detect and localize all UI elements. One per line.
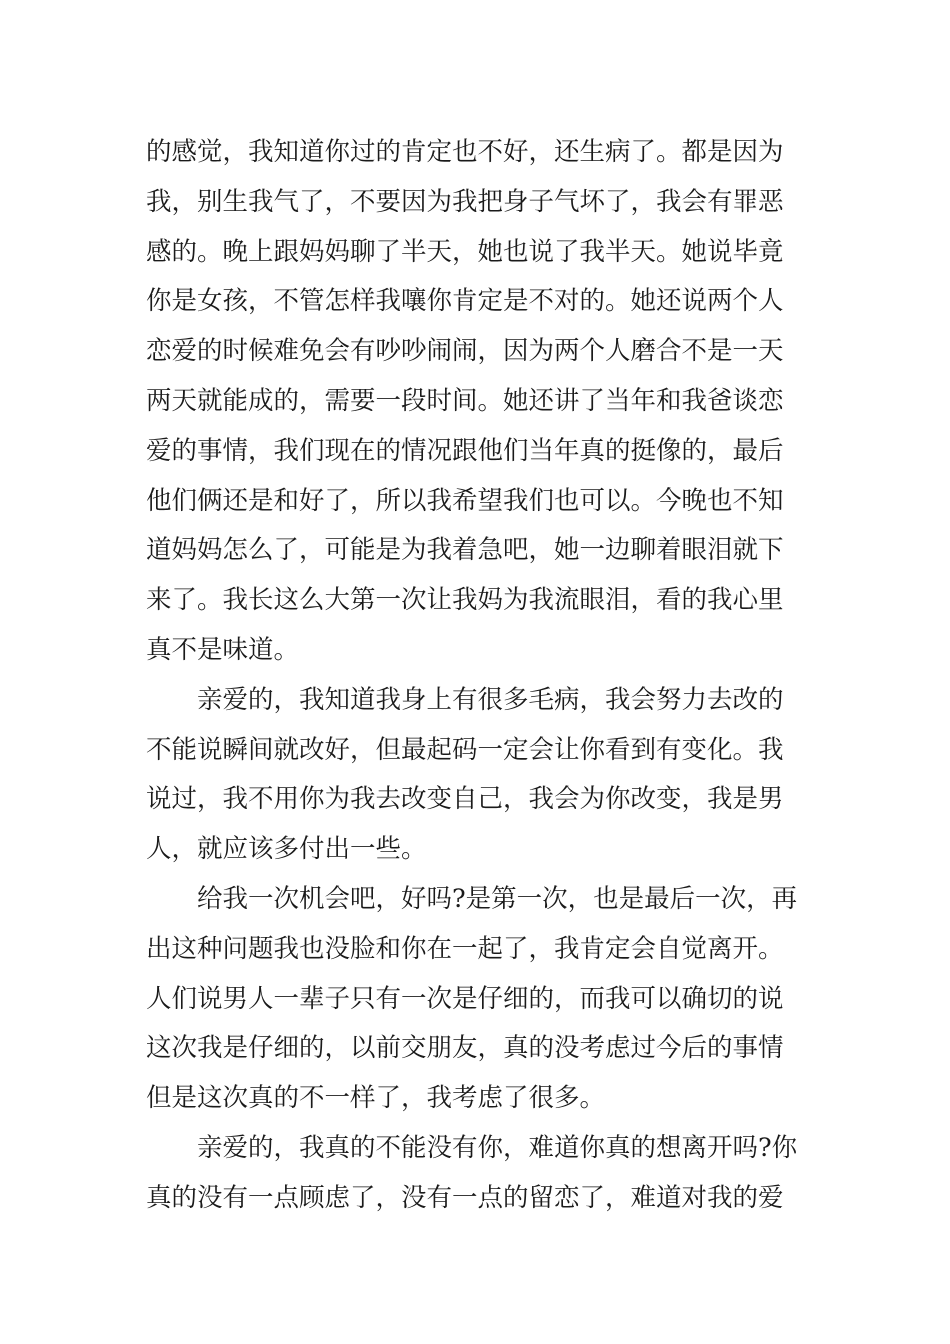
text-line: 真不是味道。 — [146, 634, 300, 665]
text-line: 两天就能成的，需要一段时间。她还讲了当年和我爸谈恋 — [146, 385, 784, 416]
text-line: 说过，我不用你为我去改变自己，我会为你改变，我是男 — [146, 784, 784, 815]
text-line: 但是这次真的不一样了，我考虑了很多。 — [146, 1083, 606, 1114]
text-line: 亲爱的，我知道我身上有很多毛病，我会努力去改的 — [197, 684, 784, 715]
text-line: 人们说男人一辈子只有一次是仔细的，而我可以确切的说 — [146, 983, 784, 1014]
text-line: 恋爱的时候难免会有吵吵闹闹，因为两个人磨合不是一天 — [146, 336, 784, 367]
text-line: 给我一次机会吧，好吗?是第一次，也是最后一次，再 — [197, 883, 798, 914]
text-line: 我，别生我气了，不要因为我把身子气坏了，我会有罪恶 — [146, 186, 784, 217]
body-text — [146, 128, 811, 1224]
text-line: 真的没有一点顾虑了，没有一点的留恋了，难道对我的爱 — [146, 1182, 784, 1213]
text-line: 他们俩还是和好了，所以我希望我们也可以。今晚也不知 — [146, 485, 784, 516]
text-line: 你是女孩，不管怎样我嚷你肯定是不对的。她还说两个人 — [146, 286, 784, 317]
text-line: 这次我是仔细的，以前交朋友，真的没考虑过今后的事情 — [146, 1033, 784, 1064]
text-line: 不能说瞬间就改好，但最起码一定会让你看到有变化。我 — [146, 734, 784, 765]
text-line: 人，就应该多付出一些。 — [146, 834, 427, 865]
text-line: 爱的事情，我们现在的情况跟他们当年真的挺像的，最后 — [146, 435, 784, 466]
text-line: 感的。晚上跟妈妈聊了半天，她也说了我半天。她说毕竟 — [146, 236, 784, 267]
text-line: 道妈妈怎么了，可能是为我着急吧，她一边聊着眼泪就下 — [146, 535, 784, 566]
text-line: 的感觉，我知道你过的肯定也不好，还生病了。都是因为 — [146, 137, 784, 167]
text-line: 来了。我长这么大第一次让我妈为我流眼泪，看的我心里 — [146, 585, 784, 616]
text-line: 亲爱的，我真的不能没有你，难道你真的想离开吗?你 — [197, 1132, 798, 1163]
text-line: 出这种问题我也没脸和你在一起了，我肯定会自觉离开。 — [146, 933, 784, 964]
